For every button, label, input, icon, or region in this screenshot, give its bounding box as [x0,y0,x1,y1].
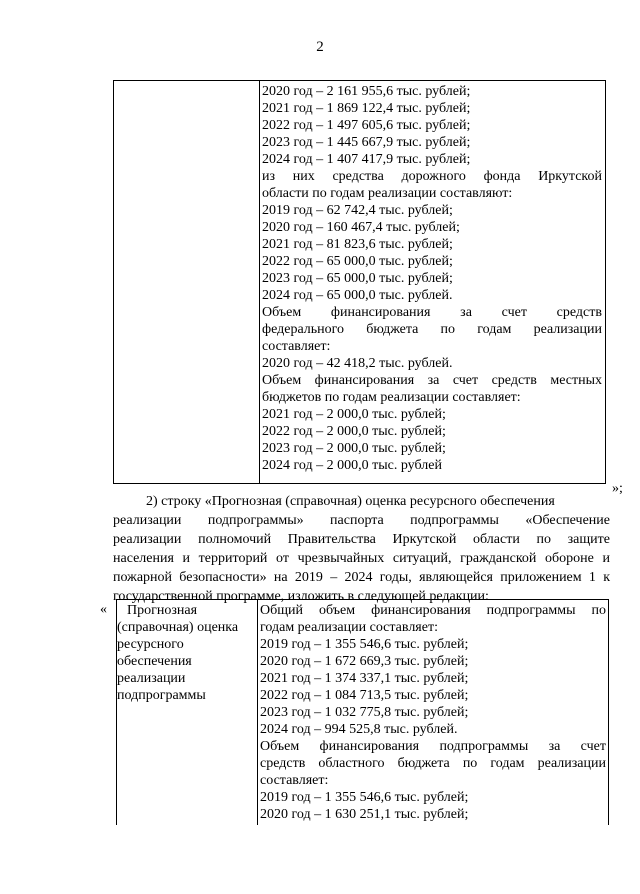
table-line: бюджетов по годам реализации составляет: [262,390,521,405]
table-line: годам реализации составляет: [260,620,438,635]
table-line: 2020 год – 1 672 669,3 тыс. рублей; [260,654,469,669]
table-line: Объем финансирования подпрограммы за счет [260,739,606,754]
table-line: 2024 год – 994 525,8 тыс. рублей. [260,722,458,737]
table-line: области по годам реализации составляют: [262,186,513,201]
table-line: составляет: [260,773,329,788]
table-line: 2022 год – 1 084 713,5 тыс. рублей; [260,688,469,703]
table-line: федерального бюджета по годам реализации [262,322,602,337]
table-bottom [116,599,609,825]
table-line: ресурсного [117,637,184,652]
table-line: 2019 год – 1 355 546,6 тыс. рублей; [260,790,469,805]
paragraph-line: реализации полномочий Правительства Иркутской области по защите [113,532,610,547]
table-line: 2024 год – 1 407 417,9 тыс. рублей; [262,152,471,167]
paragraph-line: 2) строку «Прогнозная (справочная) оценка ресурсного обеспечения [146,494,555,509]
table-bottom-left-cell [117,600,258,825]
table-line: подпрограммы [117,688,206,703]
paragraph-line: пожарной безопасности» на 2019 – 2024 годы, являющейся приложением 1 к [113,570,610,585]
table-line: 2021 год – 1 869 122,4 тыс. рублей; [262,101,471,116]
table-line: реализации [117,671,186,686]
table-line: 2023 год – 1 032 775,8 тыс. рублей; [260,705,469,720]
table-line: составляет: [262,339,331,354]
table-top [113,80,606,484]
table-line: 2023 год – 2 000,0 тыс. рублей; [262,441,446,456]
table-line: (справочная) оценка [117,620,239,635]
table-line: 2023 год – 65 000,0 тыс. рублей; [262,271,453,286]
page-number: 2 [316,39,324,55]
paragraph-line: государственной программе, изложить в следующей редакции: [113,589,489,604]
paragraph-line: реализации подпрограммы» паспорта подпрограммы «Обеспечение [113,513,610,528]
table-line: 2023 год – 1 445 667,9 тыс. рублей; [262,135,471,150]
table-line: из них средства дорожного фонда Иркутской [262,169,602,184]
table-top-left-cell [114,81,260,483]
table-line: Объем финансирования за счет средств местных [262,373,602,388]
opening-quote: « [100,602,107,617]
table-line: 2019 год – 62 742,4 тыс. рублей; [262,203,453,218]
table-line: 2021 год – 2 000,0 тыс. рублей; [262,407,446,422]
table-line: 2022 год – 1 497 605,6 тыс. рублей; [262,118,471,133]
table-line: Общий объем финансирования подпрограммы по [260,603,606,618]
closing-quote: »; [612,481,623,496]
table-line: 2020 год – 2 161 955,6 тыс. рублей; [262,84,471,99]
table-line: 2021 год – 1 374 337,1 тыс. рублей; [260,671,469,686]
table-line: Прогнозная [127,603,198,618]
table-line: 2022 год – 65 000,0 тыс. рублей; [262,254,453,269]
table-line: 2020 год – 42 418,2 тыс. рублей. [262,356,453,371]
amendment-paragraph [113,492,610,606]
table-line: 2020 год – 160 467,4 тыс. рублей; [262,220,460,235]
table-line: 2020 год – 1 630 251,1 тыс. рублей; [260,807,469,822]
table-line: обеспечения [117,654,192,669]
table-line: 2022 год – 2 000,0 тыс. рублей; [262,424,446,439]
table-line: Объем финансирования за счет средств [262,305,602,320]
table-line: 2021 год – 81 823,6 тыс. рублей; [262,237,453,252]
table-line: 2024 год – 65 000,0 тыс. рублей. [262,288,453,303]
table-line: 2024 год – 2 000,0 тыс. рублей [262,458,442,473]
table-line: средств областного бюджета по годам реализации [260,756,606,771]
paragraph-line: населения и территорий от чрезвычайных ситуаций, гражданской обороне и [113,551,610,566]
table-line: 2019 год – 1 355 546,6 тыс. рублей; [260,637,469,652]
